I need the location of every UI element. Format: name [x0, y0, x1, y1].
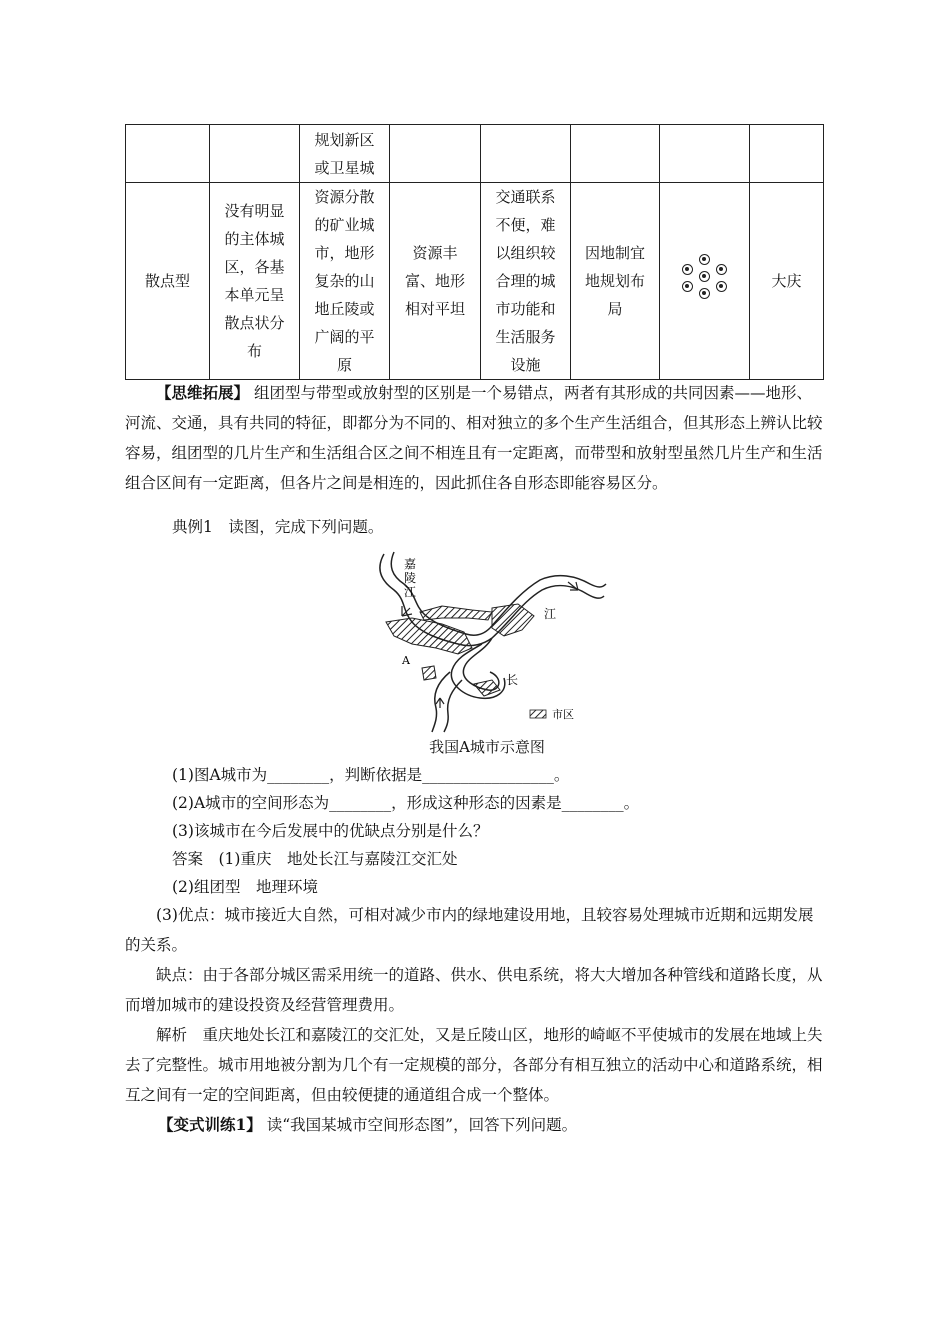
table-cell: 散点型 — [126, 183, 210, 380]
variant-text: 读“我国某城市空间形态图”，回答下列问题。 — [266, 1116, 578, 1134]
map-label-chang: 长 — [506, 673, 519, 687]
example-title: 典例1 读图，完成下列问题。 — [172, 518, 384, 536]
table-cell: 没有明显 的主体城 区，各基 本单元呈 散点状分 布 — [210, 183, 300, 380]
answer-2: (2)组团型 地理环境 — [172, 878, 318, 896]
legend-swatch — [530, 710, 546, 718]
table-cell — [571, 125, 660, 183]
thinking-text: 组团型与带型或放射型的区别是一个易错点，两者有其形成的共同因素——地形、河流、交通，具有共同的特征，即都分为不同的、相对独立的多个生产生活组合，但其形态上辨认比较容易，组团型的几片生产和生活组合区之间不相连且有一定距离，而带型和放射型虽然几片生产和生活组合区间有一定距离，但各片之间是相连的，因此抓住各自形态即能容易区分。 — [125, 384, 823, 492]
question-3: (3)该城市在今后发展中的优缺点分别是什么？ — [172, 822, 489, 840]
scattered-dots-icon — [682, 254, 728, 300]
analysis: 解析 重庆地处长江和嘉陵江的交汇处，又是丘陵山区，地形的崎岖不平使城市的发展在地域上失去了完整性。城市用地被分割为几个有一定规模的部分，各部分有相互独立的活动中心和道路系统，相互之间有一定的空间距离，但由较便捷的通道组合成一个整体。 — [125, 1026, 823, 1104]
map-label-a: A — [402, 654, 410, 667]
variant-training — [158, 1112, 577, 1138]
map-label-ling: 陵 — [404, 571, 417, 585]
map-label-jiang: 江 — [404, 585, 417, 599]
figure-caption: 我国A城市示意图 — [429, 738, 545, 756]
table-row — [126, 183, 824, 380]
table-cell — [126, 125, 210, 183]
table-cell: 交通联系 不便，难 以组织较 合理的城 市功能和 生活服务 设施 — [481, 183, 571, 380]
table-cell: 资源丰 富、地形 相对平坦 — [390, 183, 481, 380]
table-cell: 资源分散 的矿业城 市，地形 复杂的山 地丘陵或 广阔的平 原 — [300, 183, 390, 380]
answer-4: 缺点：由于各部分城区需采用统一的道路、供水、供电系统，将大大增加各种管线和道路长度，从而增加城市的建设投资及经营管理费用。 — [125, 966, 823, 1014]
thinking-label: 【思维拓展】 — [156, 383, 250, 402]
legend-label: 市区 — [552, 708, 574, 721]
table-cell — [481, 125, 571, 183]
question-2: (2)A城市的空间形态为________，形成这种形态的因素是________。 — [172, 794, 640, 812]
table-row — [126, 125, 824, 183]
table-cell: 规划新区 或卫星城 — [300, 125, 390, 183]
city-a-map — [372, 548, 612, 733]
table-cell: 因地制宜 地规划布 局 — [571, 183, 660, 380]
question-1: (1)图A城市为________，判断依据是_________________。 — [172, 766, 570, 784]
map-label-jia: 嘉 — [404, 557, 417, 571]
answer-3: (3)优点：城市接近大自然，可相对减少市内的绿地建设用地，且较容易处理城市近期和远期发展的关系。 — [125, 906, 814, 954]
thinking-extension — [125, 378, 825, 498]
answer-1: 答案 (1)重庆 地处长江与嘉陵江交汇处 — [172, 850, 458, 868]
table-cell — [660, 183, 750, 380]
table-cell — [210, 125, 300, 183]
table-cell: 大庆 — [750, 183, 824, 380]
city-form-table — [125, 124, 824, 380]
variant-label: 【变式训练1】 — [158, 1115, 262, 1134]
table-cell — [390, 125, 481, 183]
map-label-jiang2: 江 — [544, 607, 557, 621]
table-cell — [660, 125, 750, 183]
table-cell — [750, 125, 824, 183]
